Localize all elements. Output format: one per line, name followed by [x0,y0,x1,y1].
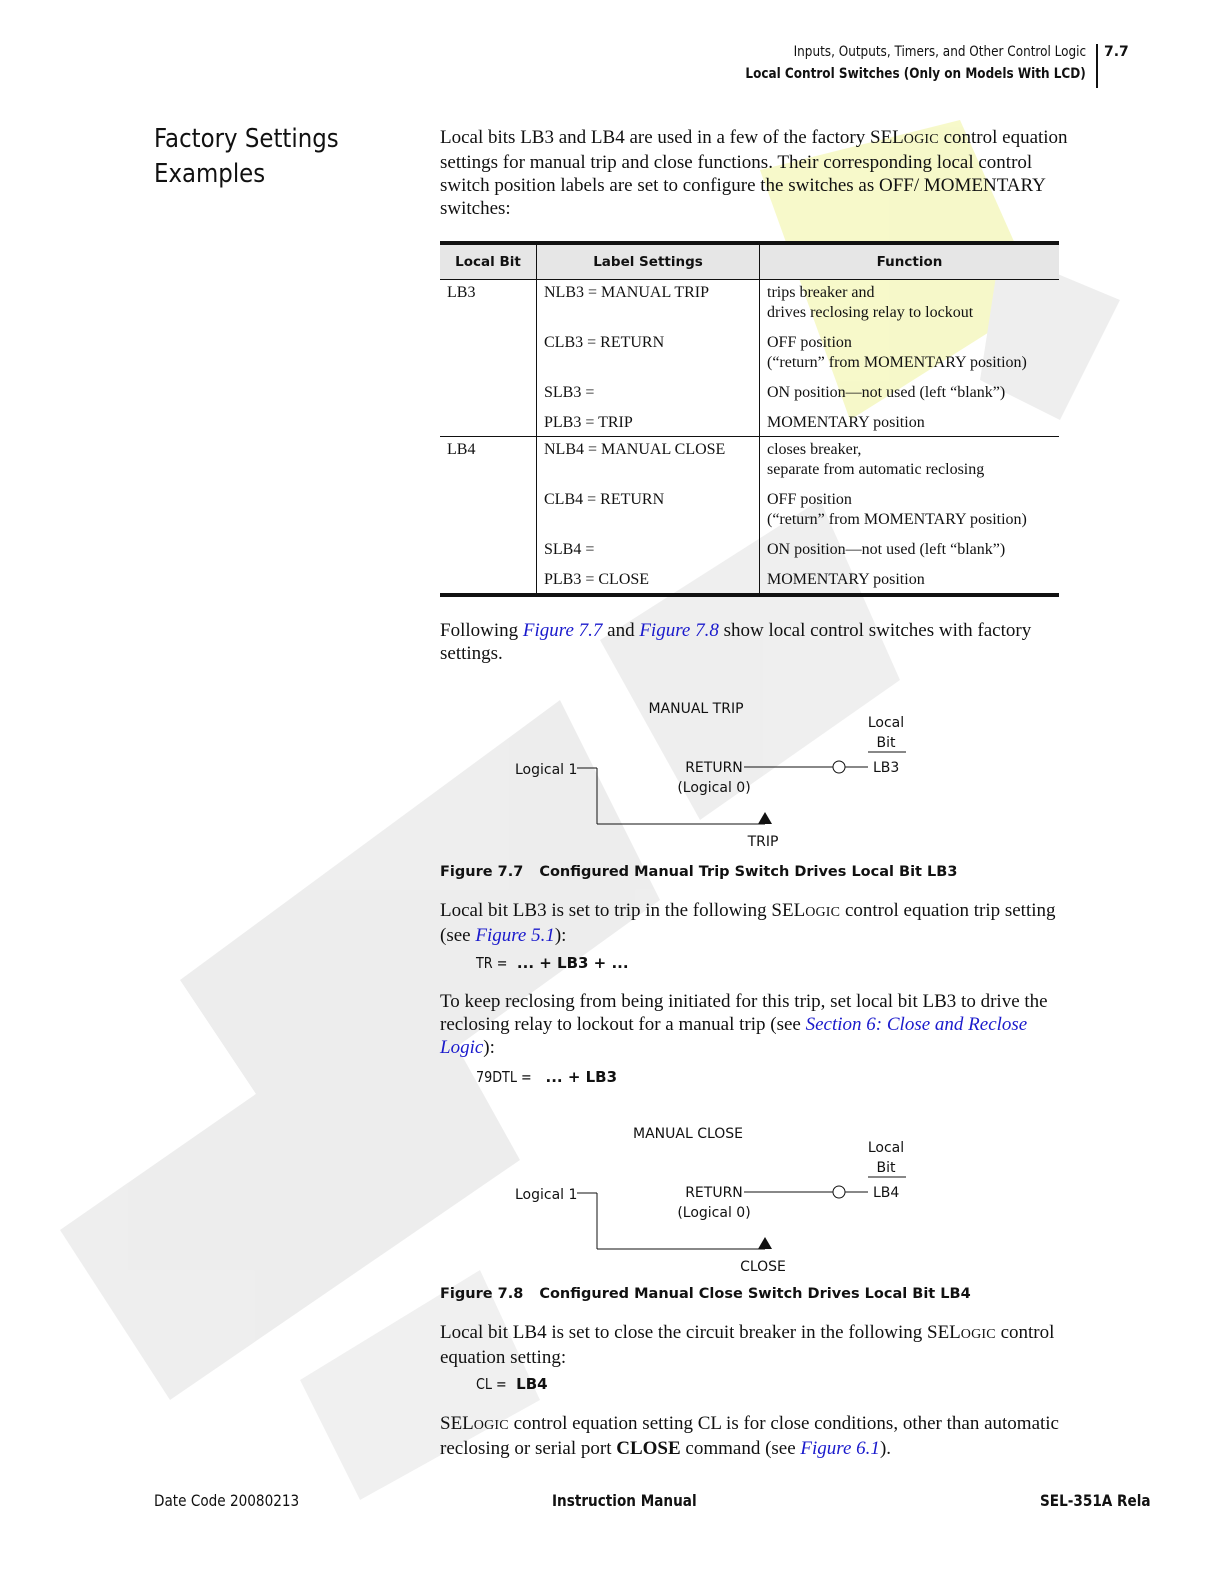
table-header-function: Function [760,243,1060,280]
table-cell-function: OFF position (“return” from MOMENTARY position) [767,334,1027,371]
header-divider [1096,44,1098,88]
figure-7-8-caption: Figure 7.8 Configured Manual Close Switch Drives Local Bit LB4 [440,1286,971,1302]
fig1-output-label: LB3 [873,760,900,776]
footer-product: SEL-351A Rela [1040,1491,1151,1510]
section-6-link[interactable]: Section 6: Close and Reclose Logic [440,1014,1028,1058]
intro-text-1: Local bits LB3 and LB4 are used in a few of the factory SEL [440,127,904,148]
fig1-momentary-arrow [758,812,772,824]
equation-cl: CL = LB4 [476,1375,548,1393]
fig2-bottom-label: CLOSE [740,1259,786,1275]
running-header-chapter: Inputs, Outputs, Timers, and Other Control Logic [793,44,1086,60]
fig2-momentary-arrow [758,1237,772,1249]
figure-7-7-caption: Figure 7.7 Configured Manual Trip Switch Drives Local Bit LB3 [440,864,958,880]
fig1-switch-contact [833,761,845,773]
fig1-local-bit-line2: Bit [876,735,896,751]
intro-smallcaps: OGIC [903,132,939,147]
table-row [440,530,1059,560]
fig1-local-bit-line1: Local [867,715,905,731]
equation-79dtl: 79DTL = ... + LB3 [476,1068,618,1086]
figure-7-8-link[interactable]: Figure 7.8 [639,620,719,641]
table-cell-function: closes breaker, separate from automatic reclosing [760,437,1060,481]
table-cell-function: ON position—not used (left “blank”) [767,541,1006,558]
figure-5-1-link[interactable]: Figure 5.1 [475,925,555,946]
table-cell-label: NLB4 = MANUAL CLOSE [537,437,760,481]
table-cell-label: SLB4 = [537,530,760,560]
intro-text-2: control equation settings for manual trip and close functions. Their corresponding local control switch position labels are set to configure the switches as OFF/ MOMENTARY switches: [440,127,1068,219]
footer-manual: Instruction Manual [552,1491,697,1510]
fig1-bottom-label: TRIP [747,834,779,850]
fig1-input-label: Logical 1 [515,762,578,778]
table-row [440,437,1059,481]
table-header-label-settings: Label Settings [537,243,760,280]
running-header-section: Local Control Switches (Only on Models With LCD) [745,66,1086,82]
table-cell-bit: LB4 [440,437,537,481]
fig2-output-label: LB4 [873,1185,900,1201]
figure-6-1-link[interactable]: Figure 6.1 [800,1438,880,1459]
lb3-trip-paragraph: Local bit LB3 is set to trip in the following SELOGIC control equation trip setting (see Figure 5.1): [440,900,1056,946]
table-cell-label: CLB3 = RETURN [537,323,760,373]
table-cell-label: CLB4 = RETURN [537,480,760,530]
fig2-local-bit-line1: Local [867,1140,905,1156]
table-row [440,480,1059,530]
table-cell-function: ON position—not used (left “blank”) [767,384,1006,401]
close-command: CLOSE [616,1438,681,1459]
lb4-close-paragraph: Local bit LB4 is set to close the circuit breaker in the following SELOGIC control equation setting: [440,1322,1055,1368]
fig1-top-label: MANUAL TRIP [648,701,744,717]
cl-note-paragraph: SELOGIC control equation setting CL is for close conditions, other than automatic reclosing or serial port CLOSE command (see Figure 6.1). [440,1413,1059,1459]
fig2-return-label: RETURN [685,1185,743,1201]
fig2-top-label: MANUAL CLOSE [632,1126,744,1142]
fig2-return-sub-label: (Logical 0) [677,1205,751,1221]
table-cell-function: trips breaker and drives reclosing relay to lockout [767,284,974,321]
table-header-row [440,243,1059,280]
table-header-local-bit: Local Bit [440,243,537,280]
table-cell-label: PLB3 = TRIP [537,403,760,437]
section-heading [154,122,365,192]
local-bit-settings-table [440,241,1059,597]
fig2-local-bit-line2: Bit [876,1160,896,1176]
fig2-switch-contact [833,1186,845,1198]
table-row [440,403,1059,437]
figure-7-7-link[interactable]: Figure 7.7 [522,620,603,641]
footer-date-code: Date Code 20080213 [154,1491,300,1510]
table-row [440,560,1059,595]
figure-7-7-diagram [440,690,1060,860]
fig1-return-label: RETURN [685,760,743,776]
table-cell-label: NLB3 = MANUAL TRIP [537,280,760,324]
table-row [440,280,1059,324]
following-paragraph: Following Figure 7.7 and Figure 7.8 show local control switches with factory settings. [440,620,1032,664]
figure-7-8-diagram [440,1115,1060,1285]
table-cell-label: PLB3 = CLOSE [537,560,760,595]
table-cell-function: MOMENTARY position [767,414,925,431]
table-cell-label: SLB3 = [537,373,760,403]
reclose-paragraph: To keep reclosing from being initiated for this trip, set local bit LB3 to drive the reclosing relay to lockout for a manual trip (see Section 6: Close and Reclose Logic): [440,991,1048,1058]
table-row [440,323,1059,373]
fig2-input-label: Logical 1 [515,1187,578,1203]
table-cell-bit: LB3 [440,280,537,324]
intro-paragraph [440,126,1080,220]
section-heading-line2: Examples [154,159,266,189]
table-cell-function: MOMENTARY position [760,560,1060,595]
fig1-return-sub-label: (Logical 0) [677,780,751,796]
table-row [440,373,1059,403]
equation-tr: TR = ... + LB3 + ... [476,954,629,972]
page-number: 7.7 [1104,44,1129,60]
table-cell-function: OFF position (“return” from MOMENTARY position) [767,491,1027,528]
section-heading-line1: Factory Settings [154,124,339,154]
